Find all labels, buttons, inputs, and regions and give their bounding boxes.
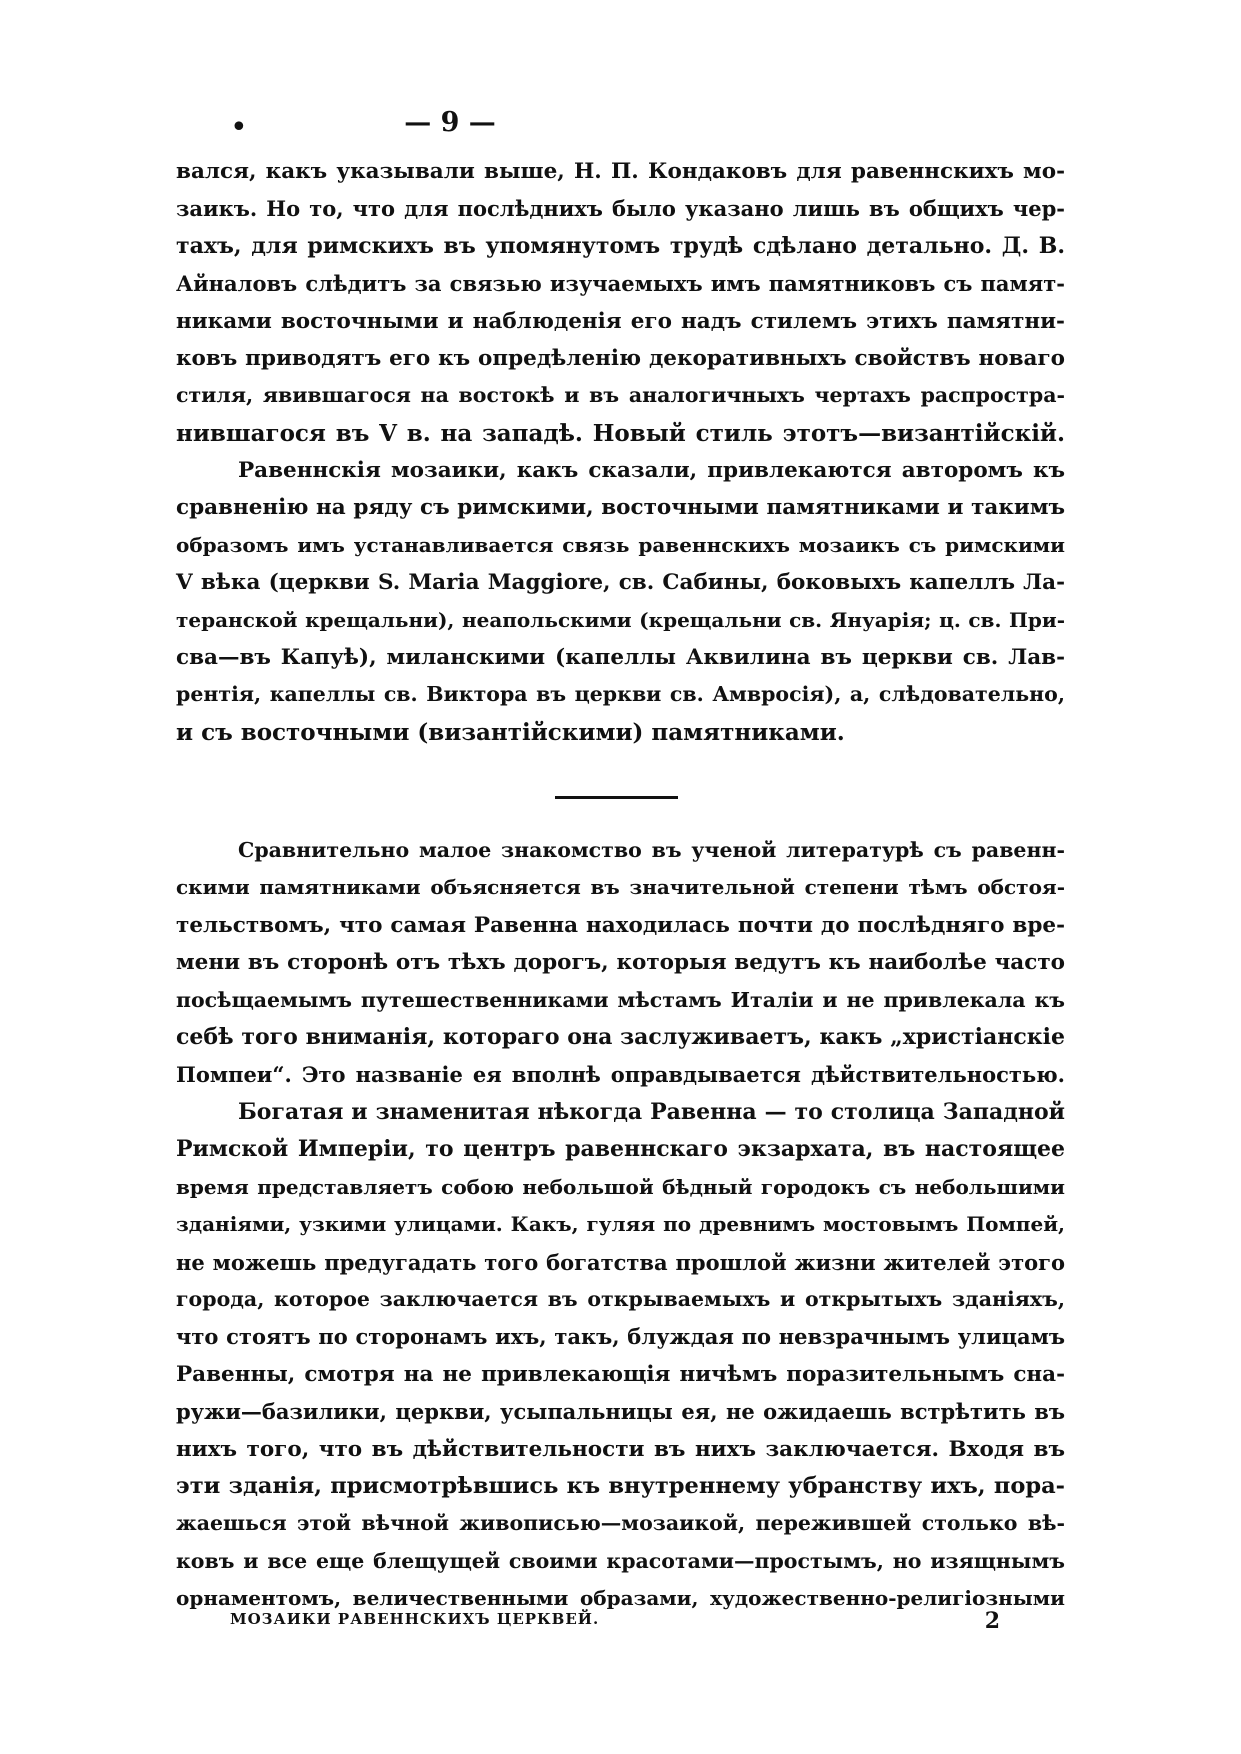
paragraph-3 [176, 832, 1065, 1094]
text-line: орнаментомъ, величественными образами, художественно-религіозными [176, 1586, 1065, 1611]
text-line: Сравнительно малое знакомство въ ученой литературѣ съ равенн- [238, 838, 1065, 862]
paragraph-4 [176, 1094, 1065, 1617]
text-line: тельствомъ, что самая Равенна находилась почти до послѣдняго вре- [176, 912, 1065, 938]
text-line: никами восточными и наблюденія его надъ стилемъ этихъ памятни- [176, 308, 1065, 334]
text-line: стиля, явившагося на востокѣ и въ аналогичныхъ чертахъ распростра- [176, 383, 1065, 408]
text-line: Айналовъ слѣдитъ за связью изучаемыхъ имъ памятниковъ съ памят- [176, 271, 1065, 297]
page-header [230, 105, 670, 145]
text-line: эти зданія, присмотрѣвшись къ внутреннему убранству ихъ, пора- [176, 1472, 1065, 1499]
text-line: вался, какъ указывали выше, Н. П. Кондаковъ для равеннскихъ мо- [176, 159, 1065, 184]
text-line: нившагося въ V в. на западѣ. Новый стиль этотъ—византійскій. [176, 419, 1065, 447]
text-line: мени въ сторонѣ отъ тѣхъ дорогъ, которыя ведутъ къ наиболѣе часто [176, 950, 1065, 976]
text-line: ковъ приводятъ его къ опредѣленію декоративныхъ свойствъ новаго [176, 345, 1065, 371]
text-line: время представляетъ собою небольшой бѣдный городокъ съ небольшими [176, 1174, 1065, 1199]
section-divider [555, 796, 678, 799]
text-line: сва—въ Капуѣ), миланскими (капеллы Аквилина въ церкви св. Лав- [176, 644, 1065, 670]
text-line: Равенны, смотря на не привлекающія ничѣмъ поразительнымъ сна- [176, 1361, 1065, 1387]
text-line: Римской Имперіи, то центръ равеннскаго экзархата, въ настоящее [176, 1136, 1065, 1163]
text-line: себѣ того вниманія, котораго она заслуживаетъ, какъ „христіанскіе [176, 1023, 1065, 1050]
text-line: тахъ, для римскихъ въ упомянутомъ трудѣ сдѣлано детально. Д. В. [176, 232, 1065, 259]
text-line: скими памятниками объясняется въ значительной степени тѣмъ обстоя- [176, 875, 1065, 900]
page-number: — 9 — [404, 107, 496, 138]
text-line: Богатая и знаменитая нѣкогда Равенна — то столица Западной [238, 1099, 1065, 1125]
text-line: и съ восточными (византійскими) памятниками. [176, 718, 845, 746]
text-line: Равеннскія мозаики, какъ сказали, привлекаются авторомъ къ [238, 458, 1065, 483]
text-line: образомъ имъ устанавливается связь равеннскихъ мозаикъ съ римскими [176, 532, 1065, 557]
text-line: жаешься этой вѣчной живописью—мозаикой, пережившей столько вѣ- [176, 1511, 1065, 1536]
text-line: ружи—базилики, церкви, усыпальницы ея, не ожидаешь встрѣтить въ [176, 1399, 1065, 1425]
page-footer [230, 1608, 1000, 1638]
text-line: рентія, капеллы св. Виктора въ церкви св. Амвросія), а, слѣдовательно, [176, 682, 1065, 707]
text-line: теранской крещальни), неапольскими (крещальни св. Януарія; ц. св. При- [176, 607, 1065, 632]
text-line: V вѣка (церкви S. Maria Maggiore, св. Сабины, боковыхъ капеллъ Ла- [176, 570, 1065, 596]
text-line: что стоятъ по сторонамъ ихъ, такъ, блуждая по невзрачнымъ улицамъ [176, 1324, 1065, 1350]
text-line: ковъ и все еще блещущей своими красотами—простымъ, но изящнымъ [176, 1548, 1065, 1573]
signature-number: 2 [984, 1608, 1000, 1634]
text-line: сравненію на ряду съ римскими, восточными памятниками и такимъ [176, 495, 1065, 521]
signature-mark: МОЗАИКИ РАВЕННСКИХЪ ЦЕРКВЕЙ. [230, 1610, 600, 1628]
text-line: города, которое заключается въ открываемыхъ и открытыхъ зданіяхъ, [176, 1286, 1065, 1311]
text-line: нихъ того, что въ дѣйствительности въ нихъ заключается. Входя въ [176, 1436, 1065, 1462]
paragraph-1 [176, 153, 1065, 452]
text-line: посѣщаемымъ путешественниками мѣстамъ Италіи и не привлекала къ [176, 987, 1065, 1012]
text-line: не можешь предугадать того богатства прошлой жизни жителей этого [176, 1249, 1065, 1275]
paragraph-2 [176, 452, 1065, 751]
text-line: Помпеи“. Это названіе ея вполнѣ оправдывается дѣйствительностью. [176, 1062, 1065, 1088]
text-line: зданіями, узкими улицами. Какъ, гуляя по древнимъ мостовымъ Помпей, [176, 1212, 1065, 1237]
text-line: заикъ. Но то, что для послѣднихъ было указано лишь въ общихъ чер- [176, 196, 1065, 222]
header-dot: • [230, 110, 248, 145]
